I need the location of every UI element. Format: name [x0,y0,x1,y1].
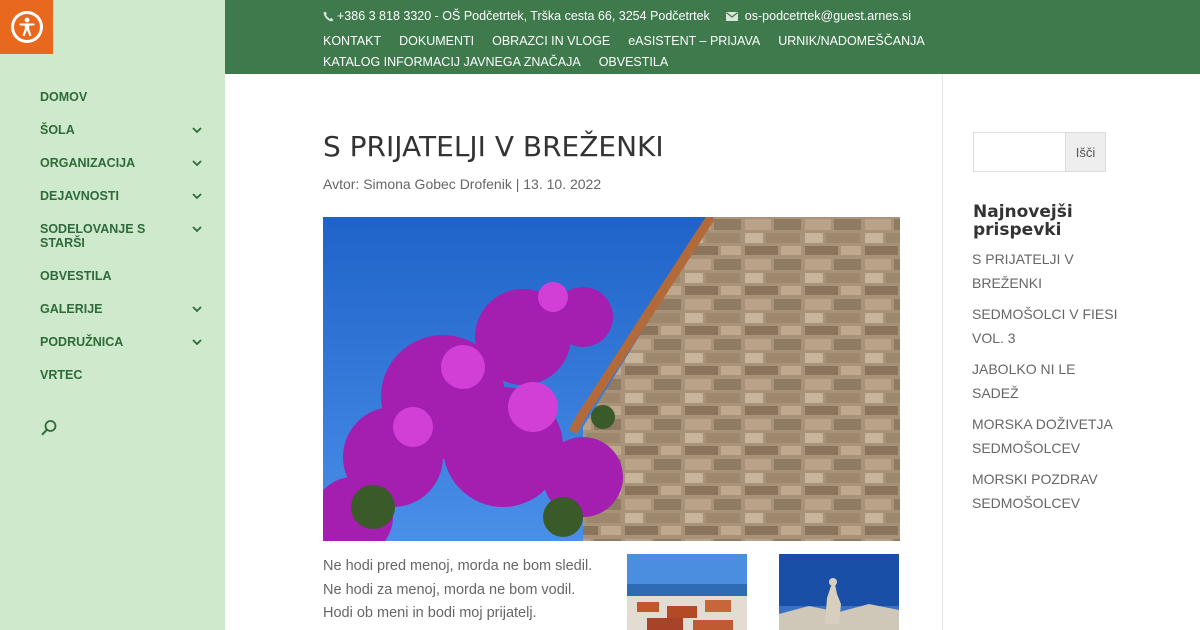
contact-email-wrap[interactable] [726,9,911,23]
bougainvillea-wall-photo [323,217,900,541]
search-widget [973,132,1106,172]
top-link-obvestila[interactable]: OBVESTILA [598,54,669,69]
nav-item-sodelovanje-s-starsi[interactable] [40,222,210,269]
nav-item-label: ORGANIZACIJA [40,156,136,170]
nav-item-galerije[interactable] [40,302,210,335]
recent-post-link[interactable]: MORSKI POZDRAV SEDMOŠOLCEV [972,471,1098,511]
contact-email[interactable]: os-podcetrtek@guest.arnes.si [744,9,912,23]
recent-posts-title: Najnovejši prispevki [973,202,1073,240]
nav-item-label: DEJAVNOSTI [40,189,119,203]
nav-item-label: DOMOV [40,90,88,104]
chevron-down-icon[interactable] [190,222,204,236]
nav-item-sola[interactable] [40,123,210,156]
meta-separator: | [515,176,520,192]
search-icon[interactable] [40,419,58,437]
top-menu-row [323,30,943,51]
top-menu [323,30,943,72]
nav-item-label: GALERIJE [40,302,103,316]
top-link-dokumenti[interactable]: DOKUMENTI [399,33,475,48]
contact-info [323,9,911,23]
post-title: S PRIJATELJI V BREŽENKI [323,130,664,163]
nav-item-domov[interactable] [40,90,210,123]
contact-phone: +386 3 818 3320 - OŠ Podčetrtek, Trška cesta 66, 3254 Podčetrtek [337,9,710,23]
top-link-easistent-prijava[interactable]: eASISTENT – PRIJAVA [628,33,761,48]
recent-posts-list [972,248,1122,523]
nav-item-podruznica[interactable] [40,335,210,368]
post-text: Ne hodi pred menoj, morda ne bom sledil. Ne hodi za menoj, morda ne bom vodil. Hodi ob meni in bodi moj prijatelj. [323,558,593,621]
chevron-down-icon[interactable] [190,156,204,170]
recent-post-link[interactable]: MORSKA DOŽIVETJA SEDMOŠOLCEV [972,416,1113,456]
nav-item-label: PODRUŽNICA [40,335,124,349]
search-button[interactable]: Išči [1065,132,1106,172]
top-link-urnik-nadomescanja[interactable]: URNIK/NADOMEŠČANJA [778,33,925,48]
chevron-down-icon[interactable] [190,189,204,203]
left-sidebar [0,0,225,630]
nav-item-vrtec[interactable] [40,368,210,401]
chevron-down-icon[interactable] [190,123,204,137]
post-author-link[interactable]: Simona Gobec Drofenik [363,176,512,192]
featured-image [323,217,900,541]
post-date: 13. 10. 2022 [523,176,602,192]
gallery-thumbnail[interactable] [627,554,747,630]
nav-item-label: SODELOVANJE S STARŠI [40,222,146,250]
top-link-obrazci-in-vloge[interactable]: OBRAZCI IN VLOGE [492,33,611,48]
chevron-down-icon[interactable] [190,335,204,349]
post-meta [323,176,601,192]
accessibility-button[interactable] [0,0,53,54]
nav-item-label: OBVESTILA [40,269,112,283]
accessibility-icon [18,17,36,37]
chevron-down-icon[interactable] [190,302,204,316]
top-header [225,0,1200,74]
nav-item-label: VRTEC [40,368,83,382]
top-menu-row [323,51,943,72]
main-navigation [40,90,210,401]
recent-post-link[interactable]: JABOLKO NI LE SADEŽ [972,361,1076,401]
recent-post-link[interactable]: SEDMOŠOLCI V FIESI VOL. 3 [972,306,1118,346]
top-link-kontakt[interactable]: KONTAKT [323,33,382,48]
nav-item-organizacija[interactable] [40,156,210,189]
nav-item-obvestila[interactable] [40,269,210,302]
town-rooftops-photo [627,554,747,630]
nav-item-label: ŠOLA [40,123,75,137]
top-link-katalog-informacij[interactable]: KATALOG INFORMACIJ JAVNEGA ZNAČAJA [323,54,581,69]
recent-post-link[interactable]: S PRIJATELJI V BREŽENKI [972,251,1074,291]
nav-item-dejavnosti[interactable] [40,189,210,222]
search-input[interactable] [973,132,1065,172]
gallery-thumbnail[interactable] [779,554,899,630]
content-divider [942,74,943,630]
phone-icon [323,11,334,22]
envelope-icon [726,12,738,21]
seaside-statue-photo [779,554,899,630]
meta-prefix: Avtor: [323,176,360,192]
